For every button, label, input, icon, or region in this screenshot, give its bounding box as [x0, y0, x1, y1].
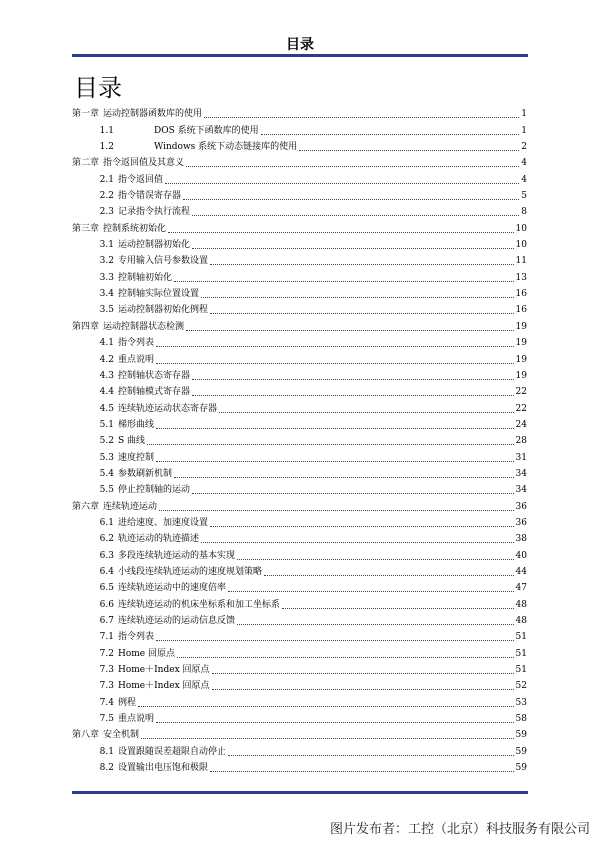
dot-leader — [192, 493, 514, 494]
toc-entry-page-number: 40 — [515, 550, 527, 561]
dot-leader — [156, 722, 514, 723]
toc-entry-number: 6.6 — [99, 599, 114, 610]
toc-section-entry[interactable] — [72, 545, 527, 561]
toc-entry-page-number: 44 — [515, 566, 527, 577]
toc-section-entry[interactable] — [72, 349, 527, 365]
toc-entry-page-number: 28 — [515, 436, 527, 447]
toc-section-entry[interactable] — [72, 251, 527, 267]
dot-leader — [192, 395, 514, 396]
toc-entry-page-number: 19 — [515, 370, 527, 381]
toc-entry-page-number: 19 — [515, 338, 527, 349]
toc-entry-number: 6.4 — [99, 566, 114, 577]
toc-entry-page-number: 51 — [515, 648, 527, 659]
toc-entry-number: 3.1 — [99, 240, 114, 251]
toc-entry-title: 轨迹运动的轨迹描述 — [118, 534, 200, 545]
toc-entry-page-number: 22 — [515, 403, 527, 414]
toc-entry-page-number: 1 — [521, 125, 527, 136]
toc-chapter-entry[interactable] — [72, 218, 527, 234]
toc-entry-title: 指令错误寄存器 — [118, 191, 182, 202]
toc-entry-page-number: 2 — [521, 142, 527, 153]
toc-entry-number: 3.3 — [99, 272, 114, 283]
toc-entry-title: 连续轨迹运动的运动信息反馈 — [118, 616, 236, 626]
toc-entry-number: 1.2 — [99, 142, 114, 153]
dot-leader — [174, 281, 514, 282]
toc-section-entry[interactable] — [72, 284, 527, 300]
toc-entry-title: 记录指令执行流程 — [118, 207, 191, 218]
toc-entry-title: 重点说明 — [118, 354, 155, 365]
dot-leader — [183, 199, 519, 200]
toc-entry-title: Home＋Index 回原点 — [118, 665, 210, 676]
toc-section-entry[interactable] — [72, 120, 527, 136]
toc-entry-page-number: 53 — [515, 697, 527, 708]
toc-entry-number: 6.3 — [99, 550, 114, 561]
dot-leader — [177, 657, 514, 658]
page-header-title: 目录 — [286, 37, 314, 53]
toc-entry-title: 指令返回值及其意义 — [103, 158, 185, 169]
toc-section-entry[interactable] — [72, 578, 527, 594]
toc-entry-number: 4.1 — [99, 338, 114, 349]
toc-section-entry[interactable] — [72, 480, 527, 496]
toc-section-entry[interactable] — [72, 529, 527, 545]
toc-entry-page-number: 10 — [515, 223, 527, 234]
dot-leader — [210, 771, 514, 772]
toc-entry-number: 5.3 — [99, 452, 114, 463]
dot-leader — [141, 738, 514, 739]
toc-entry-number: 6.5 — [99, 583, 114, 594]
dot-leader — [156, 428, 514, 429]
toc-entry-page-number: 1 — [521, 109, 527, 120]
toc-entry-title: 运动控制器初始化例程 — [118, 305, 209, 316]
toc-entry-page-number: 36 — [515, 517, 527, 528]
dot-leader — [156, 640, 514, 641]
toc-entry-title: 设置跟随误差超限自动停止 — [118, 746, 227, 757]
dot-leader — [174, 477, 514, 478]
toc-section-entry[interactable] — [72, 267, 527, 283]
toc-entry-page-number: 5 — [521, 191, 527, 202]
toc-entry-number: 第二章 — [72, 158, 100, 169]
toc-section-entry[interactable] — [72, 447, 527, 463]
toc-entry-title: Home 回原点 — [118, 648, 175, 659]
toc-entry-title: 控制轴初始化 — [118, 272, 173, 283]
dot-leader — [237, 624, 514, 625]
toc-entry-title: 控制系统初始化 — [103, 223, 167, 234]
toc-entry-title: 控制轴模式寄存器 — [118, 387, 191, 398]
publisher-credit: 图片发布者：工控（北京）科技服务有限公司 — [329, 822, 590, 837]
toc-entry-page-number: 47 — [515, 583, 527, 594]
dot-leader — [192, 379, 514, 380]
toc-section-entry[interactable] — [72, 464, 527, 480]
toc-entry-number: 7.5 — [99, 714, 114, 725]
toc-entry-title: Windows 系统下动态链接库的使用 — [154, 142, 298, 153]
dot-leader — [212, 689, 514, 690]
toc-entry-page-number: 51 — [515, 632, 527, 643]
toc-chapter-entry[interactable] — [72, 316, 527, 332]
toc-entry-title: 专用输入信号参数设置 — [118, 256, 209, 267]
toc-entry-page-number: 22 — [515, 387, 527, 398]
toc-entry-page-number: 4 — [521, 174, 527, 185]
toc-entry-number: 4.5 — [99, 403, 114, 414]
dot-leader — [219, 412, 514, 413]
toc-section-entry[interactable] — [72, 333, 527, 349]
toc-entry-page-number: 48 — [515, 599, 527, 610]
dot-leader — [168, 232, 514, 233]
dot-leader — [156, 363, 514, 364]
toc-entry-page-number: 11 — [515, 256, 527, 267]
dot-leader — [210, 264, 514, 265]
toc-entry-title: 运动控制器初始化 — [118, 240, 191, 251]
dot-leader — [138, 706, 514, 707]
toc-entry-number: 6.7 — [99, 616, 114, 626]
dot-leader — [204, 117, 519, 118]
footer-rule — [72, 791, 528, 794]
toc-entry-page-number: 16 — [515, 289, 527, 300]
toc-section-entry[interactable] — [72, 366, 527, 382]
toc-entry-number: 5.1 — [99, 419, 114, 430]
toc-section-entry[interactable] — [72, 611, 527, 627]
toc-section-entry[interactable] — [72, 202, 527, 218]
toc-entry-title: 运动控制器函数库的使用 — [103, 109, 203, 120]
toc-entry-number: 3.4 — [99, 289, 114, 300]
toc-entry-number: 6.1 — [99, 517, 114, 528]
toc-entry-title: 参数刷新机制 — [118, 468, 173, 479]
dot-leader — [210, 526, 514, 527]
toc-entry-page-number: 24 — [515, 419, 527, 430]
toc-entry-title: 例程 — [118, 697, 137, 708]
toc-section-entry[interactable] — [72, 300, 527, 316]
dot-leader — [212, 673, 514, 674]
toc-entry-page-number: 13 — [515, 272, 527, 283]
toc-entry-page-number: 59 — [515, 746, 527, 757]
header-rule — [72, 54, 528, 57]
toc-entry-title: 多段连续轨迹运动的基本实现 — [118, 550, 236, 561]
toc-entry-title: 运动控制器状态检测 — [103, 321, 185, 332]
toc-entry-number: 8.2 — [99, 763, 114, 774]
dot-leader — [228, 591, 514, 592]
toc-entry-title: 指令列表 — [118, 338, 155, 349]
toc-entry-number: 1.1 — [99, 125, 114, 136]
toc-entry-page-number: 38 — [515, 534, 527, 545]
toc-entry-number: 5.4 — [99, 468, 114, 479]
toc-entry-number: 7.3 — [99, 681, 114, 692]
toc-entry-number: 4.2 — [99, 354, 114, 365]
toc-entry-title: 指令列表 — [118, 632, 155, 643]
toc-entry-page-number: 58 — [515, 714, 527, 725]
dot-leader — [201, 542, 514, 543]
toc-entry-number: 5.2 — [99, 436, 114, 447]
toc-entry-number: 7.2 — [99, 648, 114, 659]
dot-leader — [299, 150, 519, 151]
dot-leader — [237, 559, 514, 560]
toc-section-entry[interactable] — [72, 676, 527, 692]
toc-section-entry[interactable] — [72, 709, 527, 725]
toc-entry-title: 停止控制轴的运动 — [118, 485, 191, 496]
dot-leader — [282, 608, 514, 609]
toc-entry-page-number: 52 — [515, 681, 527, 692]
dot-leader — [192, 215, 519, 216]
toc-entry-title: S 曲线 — [118, 436, 146, 447]
toc-section-entry[interactable] — [72, 692, 527, 708]
toc-chapter-entry[interactable] — [72, 153, 527, 169]
toc-entry-title: 进给速度、加速度设置 — [118, 517, 209, 528]
toc-entry-number: 2.3 — [99, 207, 114, 218]
toc-entry-page-number: 19 — [515, 354, 527, 365]
toc-entry-title: 安全机制 — [103, 730, 140, 741]
toc-entry-number: 6.2 — [99, 534, 114, 545]
toc-entry-page-number: 10 — [515, 240, 527, 251]
dot-leader — [228, 755, 514, 756]
toc-entry-title: 连续轨迹运动状态寄存器 — [118, 403, 218, 414]
toc-chapter-entry[interactable] — [72, 725, 527, 741]
toc-entry-title: 控制轴实际位置设置 — [118, 289, 200, 300]
toc-chapter-entry[interactable] — [72, 496, 527, 512]
toc-section-entry[interactable] — [72, 741, 527, 757]
toc-section-entry[interactable] — [72, 382, 527, 398]
toc-entry-number: 4.4 — [99, 387, 114, 398]
toc-section-entry[interactable] — [72, 169, 527, 185]
table-of-contents — [72, 104, 527, 774]
toc-entry-title: 速度控制 — [118, 452, 155, 463]
dot-leader — [210, 313, 514, 314]
toc-section-entry[interactable] — [72, 643, 527, 659]
toc-entry-number: 第八章 — [72, 730, 100, 741]
toc-section-entry[interactable] — [72, 415, 527, 431]
toc-entry-page-number: 48 — [515, 616, 527, 626]
dot-leader — [261, 134, 520, 135]
toc-entry-page-number: 4 — [521, 158, 527, 169]
toc-entry-number: 3.2 — [99, 256, 114, 267]
toc-entry-title: 连续轨迹运动的机床坐标系和加工坐标系 — [118, 599, 281, 610]
toc-entry-title: 梯形曲线 — [118, 419, 155, 430]
toc-entry-number: 7.4 — [99, 697, 114, 708]
toc-entry-title: 连续轨迹运动中的速度倍率 — [118, 583, 227, 594]
toc-section-entry[interactable] — [72, 431, 527, 447]
toc-entry-number: 第六章 — [72, 501, 100, 512]
toc-entry-page-number: 19 — [515, 321, 527, 332]
toc-entry-title: Home＋Index 回原点 — [118, 681, 210, 692]
toc-title: 目录 — [74, 74, 122, 102]
toc-section-entry[interactable] — [72, 594, 527, 610]
toc-entry-title: 连续轨迹运动 — [103, 501, 158, 512]
toc-entry-number: 第四章 — [72, 321, 100, 332]
dot-leader — [201, 297, 514, 298]
toc-entry-page-number: 8 — [521, 207, 527, 218]
toc-entry-number: 7.1 — [99, 632, 114, 643]
dot-leader — [264, 575, 514, 576]
toc-section-entry[interactable] — [72, 186, 527, 202]
dot-leader — [192, 248, 514, 249]
toc-entry-page-number: 59 — [515, 763, 527, 774]
toc-entry-title: 控制轴状态寄存器 — [118, 370, 191, 381]
toc-entry-title: DOS 系统下函数库的使用 — [154, 125, 259, 136]
toc-entry-number: 第一章 — [72, 109, 100, 120]
toc-entry-number: 2.1 — [99, 174, 114, 185]
toc-entry-number: 5.5 — [99, 485, 114, 496]
toc-section-entry[interactable] — [72, 627, 527, 643]
toc-section-entry[interactable] — [72, 137, 527, 153]
toc-chapter-entry[interactable] — [72, 104, 527, 120]
toc-entry-page-number: 34 — [515, 485, 527, 496]
dot-leader — [156, 461, 514, 462]
dot-leader — [147, 444, 514, 445]
toc-entry-number: 7.3 — [99, 665, 114, 676]
toc-entry-number: 4.3 — [99, 370, 114, 381]
toc-entry-page-number: 31 — [515, 452, 527, 463]
toc-entry-page-number: 16 — [515, 305, 527, 316]
dot-leader — [159, 510, 514, 511]
toc-section-entry[interactable] — [72, 398, 527, 414]
toc-section-entry[interactable] — [72, 562, 527, 578]
toc-entry-number: 8.1 — [99, 746, 114, 757]
toc-entry-title: 重点说明 — [118, 714, 155, 725]
toc-entry-number: 3.5 — [99, 305, 114, 316]
toc-entry-number: 2.2 — [99, 191, 114, 202]
toc-section-entry[interactable] — [72, 235, 527, 251]
toc-entry-title: 指令返回值 — [118, 174, 164, 185]
dot-leader — [165, 183, 519, 184]
toc-entry-page-number: 51 — [515, 665, 527, 676]
dot-leader — [186, 330, 514, 331]
toc-section-entry[interactable] — [72, 660, 527, 676]
toc-entry-page-number: 36 — [515, 501, 527, 512]
dot-leader — [186, 166, 519, 167]
toc-entry-title: 设置输出电压饱和极限 — [118, 763, 209, 774]
dot-leader — [156, 346, 514, 347]
toc-section-entry[interactable] — [72, 513, 527, 529]
toc-section-entry[interactable] — [72, 758, 527, 774]
toc-entry-title: 小线段连续轨迹运动的速度规划策略 — [118, 566, 263, 577]
toc-entry-page-number: 34 — [515, 468, 527, 479]
toc-entry-number: 第三章 — [72, 223, 100, 234]
toc-entry-page-number: 59 — [515, 730, 527, 741]
